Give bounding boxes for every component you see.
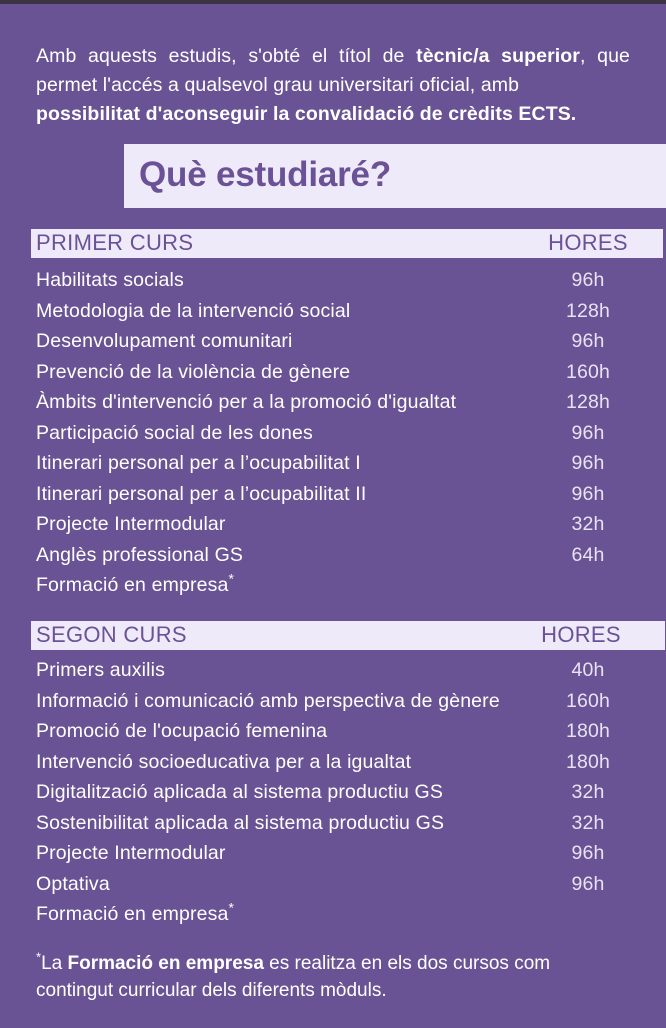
- course-name: Anglès professional GS: [36, 543, 244, 566]
- course-name: Àmbits d'intervenció per a la promoció d'igualtat: [36, 391, 457, 414]
- section-title-banner: [124, 144, 666, 208]
- course-name: Habilitats socials: [36, 269, 184, 292]
- course-hours: 96h: [571, 452, 605, 475]
- course-hours: 160h: [566, 689, 610, 712]
- course-hours: 128h: [566, 391, 610, 414]
- course-name: Prevenció de la violència de gènere: [36, 360, 351, 383]
- table-row: [0, 541, 666, 572]
- course-hours: 180h: [566, 750, 610, 773]
- table-row: [0, 839, 666, 870]
- section-header-segon-curs: [31, 621, 665, 650]
- table-row: [0, 809, 666, 840]
- table-row: [0, 419, 666, 450]
- course-name: Formació en empresa*: [36, 570, 235, 597]
- course-hours: 32h: [571, 781, 605, 804]
- course-name: Participació social de les dones: [36, 421, 313, 444]
- course-hours: 96h: [571, 842, 605, 865]
- intro-bold-degree: tècnic/a superior: [416, 45, 580, 67]
- course-hours: 96h: [571, 872, 605, 895]
- table-row: [0, 687, 666, 718]
- course-hours: 128h: [566, 299, 610, 322]
- course-name: Formació en empresa*: [36, 899, 235, 926]
- footnote-part3: contingut curricular dels diferents mòduls.: [36, 980, 387, 1001]
- table-row: [0, 900, 666, 931]
- table-row: [0, 449, 666, 480]
- intro-paragraph: [36, 42, 630, 129]
- course-hours: 96h: [571, 482, 605, 505]
- footnote-part2: es realitza en els dos cursos com: [263, 953, 551, 974]
- table-row: [0, 717, 666, 748]
- course-name: Digitalització aplicada al sistema productiu GS: [36, 781, 443, 804]
- course-name: Projecte Intermodular: [36, 842, 226, 865]
- course-name: Informació i comunicació amb perspectiva de gènere: [36, 689, 500, 712]
- course-hours: 96h: [571, 421, 605, 444]
- table-row: [0, 480, 666, 511]
- table-row: [0, 656, 666, 687]
- course-name: Itinerari personal per a l’ocupabilitat II: [36, 482, 367, 505]
- course-hours: 64h: [571, 543, 605, 566]
- footnote-asterisk: *: [36, 949, 42, 965]
- course-name: Optativa: [36, 872, 110, 895]
- course-name: Metodologia de la intervenció social: [36, 299, 351, 322]
- table-row: [0, 358, 666, 389]
- section-header-hours-segon: HORES: [541, 621, 621, 647]
- table-row: [0, 327, 666, 358]
- course-hours: 180h: [566, 720, 610, 743]
- course-name: Projecte Intermodular: [36, 513, 226, 536]
- table-row: [0, 297, 666, 328]
- section-header-hours-primer: HORES: [548, 229, 628, 255]
- table-row: [0, 748, 666, 779]
- course-name: Desenvolupament comunitari: [36, 330, 293, 353]
- section-header-label-segon: SEGON CURS: [36, 621, 187, 647]
- course-list-primer-curs: [0, 266, 666, 602]
- footnote: [36, 950, 630, 1004]
- footnote-marker-icon: *: [228, 899, 235, 916]
- course-hours: 40h: [571, 659, 605, 682]
- course-name: Promoció de l'ocupació femenina: [36, 720, 328, 743]
- footnote-marker-icon: *: [228, 570, 235, 587]
- intro-text-part1: Amb aquests estudis, s'obté el títol de: [36, 45, 417, 67]
- table-row: [0, 870, 666, 901]
- course-name: Sostenibilitat aplicada al sistema productiu GS: [36, 811, 445, 834]
- section-header-label-primer: PRIMER CURS: [36, 229, 194, 255]
- course-hours: 96h: [571, 330, 605, 353]
- table-row: [0, 571, 666, 602]
- table-row: [0, 510, 666, 541]
- course-name: Intervenció socioeducativa per a la igualtat: [36, 750, 412, 773]
- top-edge-strip: [0, 0, 666, 4]
- course-name: Itinerari personal per a l’ocupabilitat I: [36, 452, 361, 475]
- course-list-segon-curs: [0, 656, 666, 931]
- page-title: Què estudiaré?: [139, 155, 391, 195]
- table-row: [0, 778, 666, 809]
- course-hours: 32h: [571, 811, 605, 834]
- course-hours: 160h: [566, 360, 610, 383]
- course-hours: 32h: [571, 513, 605, 536]
- footnote-part1: La: [41, 953, 68, 974]
- section-header-primer-curs: [31, 229, 663, 258]
- course-name: Primers auxilis: [36, 659, 166, 682]
- course-hours: 96h: [571, 269, 605, 292]
- intro-bold-ects: possibilitat d'aconseguir la convalidació de crèdits ECTS.: [36, 103, 577, 125]
- table-row: [0, 266, 666, 297]
- table-row: [0, 388, 666, 419]
- footnote-bold-term: Formació en empresa: [67, 953, 264, 974]
- intro-text-part2: , que permet l'accés a qualsevol grau universitari oficial, amb: [36, 45, 630, 96]
